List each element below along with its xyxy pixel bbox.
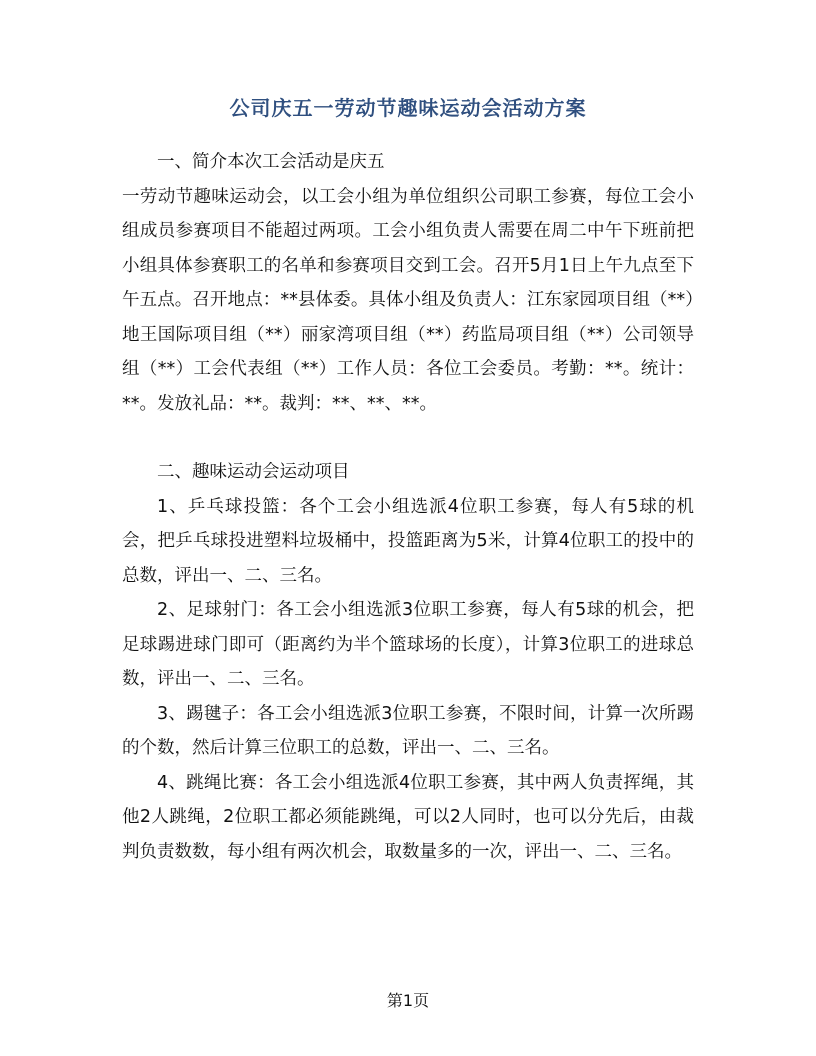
item-table-tennis: 1、乒乓球投篮：各个工会小组选派4位职工参赛，每人有5球的机会，把乒乓球投进塑料垃圾桶中，投篮距离为5米，计算4位职工的投中的总数，评出一、二、三名。: [122, 496, 694, 586]
document-title: 公司庆五一劳动节趣味运动会活动方案: [229, 96, 587, 120]
item-football-shooting: 2、足球射门：各工会小组选派3位职工参赛，每人有5球的机会，把足球踢进球门即可（距离约为半个篮球场的长度），计算3位职工的进球总数，评出一、二、三名。: [122, 600, 694, 689]
section-2-heading: 二、趣味运动会运动项目: [157, 462, 350, 482]
page-number: 第1页: [386, 991, 430, 1010]
section-1-heading: 一、简介本次工会活动是庆五: [157, 152, 385, 172]
item-shuttlecock: 3、踢毽子：各工会小组选派3位职工参赛，不限时间，计算一次所踢的个数，然后计算三位职工的总数，评出一、二、三名。: [122, 703, 694, 758]
section-1-paragraph: 一劳动节趣味运动会，以工会小组为单位组织公司职工参赛，每位工会小组成员参赛项目不能超过两项。工会小组负责人需要在周二中午下班前把小组具体参赛职工的名单和参赛项目交到工会。召开5月1日上午九点至下午五点。召开地点：**县体委。具体小组及负责人：江东家园项目组（**）地王国际项目组（**）丽家湾项目组（**）药监局项目组（**）公司领导组（**）工会代表组（**）工作人员：各位工会委员。考勤：**。统计：**。发放礼品：**。裁判：**、**、**。: [122, 186, 694, 414]
item-rope-skipping: 4、跳绳比赛：各工会小组选派4位职工参赛，其中两人负责挥绳，其他2人跳绳，2位职工都必须能跳绳，可以2人同时，也可以分先后，由裁判负责数数，每小组有两次机会，取数量多的一次，评出一、二、三名。: [122, 772, 694, 862]
document-body: [122, 145, 694, 869]
